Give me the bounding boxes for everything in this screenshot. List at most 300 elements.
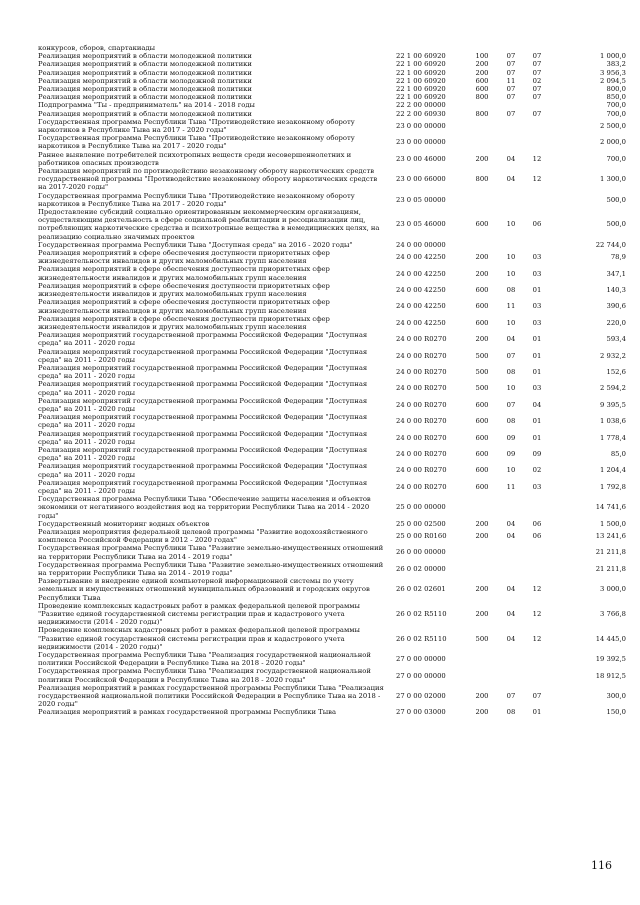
cell-name: Реализация мероприятий в рамках государственной программы Республики Тыва "Реализация государственной национальной политики Российской Федерации в Республике Тыва на 2018 - 2020 годы"	[38, 683, 384, 709]
table-row	[38, 397, 626, 413]
table-row	[38, 577, 626, 602]
cell-rz: 04	[506, 610, 516, 619]
cell-pr: 07	[532, 60, 542, 69]
cell-vr: 800	[475, 109, 489, 118]
cell-rz: 04	[506, 519, 516, 528]
cell-sum: 2 932,2	[600, 351, 626, 360]
cell-vr: 600	[475, 285, 489, 294]
cell-sum: 850,0	[606, 93, 626, 102]
cell-pr: 07	[532, 109, 542, 118]
cell-rz: 04	[506, 585, 516, 594]
cell-sum: 21 211,8	[595, 564, 626, 573]
cell-code: 24 0 00 42250	[396, 269, 446, 278]
cell-rz: 07	[506, 93, 516, 102]
cell-code: 23 0 00 00000	[396, 138, 446, 147]
table-row	[38, 241, 626, 249]
cell-pr: 03	[532, 482, 542, 491]
cell-code: 23 0 00 00000	[396, 121, 446, 130]
cell-code: 25 0 00 02500	[396, 519, 446, 528]
cell-vr: 200	[475, 532, 489, 541]
cell-sum: 1 500,0	[600, 519, 626, 528]
cell-code: 22 1 00 60920	[396, 85, 446, 94]
cell-sum: 9 395,5	[600, 400, 626, 409]
cell-sum: 3 766,8	[600, 610, 626, 619]
cell-rz	[498, 651, 524, 667]
cell-name: Реализация мероприятий в сфере обеспечения доступности приоритетных сфер жизнедеятельности инвалидов и других маломобильных групп населения	[38, 298, 330, 315]
cell-sum: 22 744,0	[595, 240, 626, 249]
cell-sum: 152,6	[606, 368, 626, 377]
cell-code: 24 0 00 42250	[396, 318, 446, 327]
cell-vr: 600	[475, 400, 489, 409]
table-row	[38, 413, 626, 429]
cell-rz	[498, 544, 524, 560]
cell-sum: 3 956,3	[600, 68, 626, 77]
cell-pr: 06	[532, 519, 542, 528]
cell-name: Государственная программа Республики Тыва "Развитие земельно-имущественных отношений на территории Республики Тыва на 2014 - 2019 годы"	[38, 544, 384, 561]
cell-rz: 10	[506, 318, 516, 327]
cell-code: 22 2 00 00000	[396, 101, 446, 110]
table-row	[38, 479, 626, 495]
table-row	[38, 151, 626, 167]
cell-name: Реализация мероприятий государственной программы Российской Федерации "Доступная среда" на 2011 - 2020 годы	[38, 331, 368, 348]
cell-vr: 600	[475, 450, 489, 459]
table-row	[38, 544, 626, 560]
cell-code: 22 1 00 60920	[396, 52, 446, 61]
cell-code: 27 0 00 03000	[396, 708, 446, 717]
cell-pr: 03	[532, 384, 542, 393]
cell-pr	[524, 495, 550, 520]
table-row	[38, 167, 626, 192]
table-row	[38, 192, 626, 208]
cell-sum: 140,3	[606, 285, 626, 294]
cell-sum: 347,1	[606, 269, 626, 278]
table-row	[38, 110, 626, 118]
cell-pr: 09	[532, 450, 542, 459]
cell-vr: 600	[475, 220, 489, 229]
cell-rz: 10	[506, 466, 516, 475]
cell-rz: 04	[506, 532, 516, 541]
cell-name: Государственная программа Республики Тыва "Противодействие незаконному обороту наркотиков в Республике Тыва на 2017 - 2020 годы"	[38, 117, 355, 135]
cell-sum: 3 000,0	[600, 585, 626, 594]
budget-table-body	[38, 44, 626, 717]
cell-sum: 2 000,0	[600, 138, 626, 147]
table-row	[38, 667, 626, 683]
cell-name: Реализация мероприятий по противодействию незаконному обороту наркотических средств государственной программы "Противодействие незаконному обороту наркотических средств на 2017-2020 годы"	[38, 167, 378, 192]
cell-name: Государственная программа Республики Тыва "Реализация государственной национальной политики Российской Федерации в Республике Тыва на 2018 - 2020 годы"	[38, 651, 371, 668]
cell-name: Реализация мероприятий в области молодежной политики	[38, 76, 252, 85]
cell-rz: 10	[506, 220, 516, 229]
cell-rz	[498, 44, 524, 52]
cell-sum: 18 912,5	[595, 671, 626, 680]
cell-code: 24 0 00 R0270	[396, 335, 447, 344]
table-row	[38, 60, 626, 68]
cell-code: 22 1 00 60920	[396, 60, 446, 69]
cell-sum: 1 000,0	[600, 52, 626, 61]
cell-name: Реализация мероприятий в сфере обеспечения доступности приоритетных сфер жизнедеятельности инвалидов и других маломобильных групп населения	[38, 249, 330, 266]
table-row	[38, 462, 626, 478]
cell-vr: 800	[475, 93, 489, 102]
cell-rz: 07	[506, 692, 516, 701]
cell-pr: 12	[532, 154, 542, 163]
cell-name: Реализация мероприятий в области молодежной политики	[38, 68, 252, 77]
table-row	[38, 77, 626, 85]
cell-rz: 09	[506, 433, 516, 442]
cell-rz: 07	[506, 400, 516, 409]
cell-name: Государственная программа Республики Тыва "Доступная среда" на 2016 - 2020 годы"	[38, 240, 353, 249]
cell-rz: 04	[506, 335, 516, 344]
cell-rz: 07	[506, 85, 516, 94]
cell-vr: 800	[475, 175, 489, 184]
cell-vr: 200	[475, 154, 489, 163]
cell-name: Реализация мероприятий в области молодежной политики	[38, 60, 252, 69]
cell-code: 27 0 00 00000	[396, 671, 446, 680]
table-row	[38, 298, 626, 314]
cell-name: Предоставление субсидий социально ориентированным некоммерческим организациям, осуществляющим деятельность в сфере социальной реабилитации и ресоциализации лиц, потребляющих наркотические средства и психотропные вещества в немедицинских целях, на реализацию социально значимых проектов	[38, 208, 380, 241]
table-row	[38, 602, 626, 627]
cell-code: 23 0 00 46000	[396, 154, 446, 163]
cell-sum: 700,0	[606, 154, 626, 163]
cell-rz	[498, 241, 524, 249]
cell-vr: 600	[475, 417, 489, 426]
cell-rz: 04	[506, 634, 516, 643]
cell-sum: 390,6	[606, 302, 626, 311]
cell-pr: 01	[532, 335, 542, 344]
cell-code: 22 2 00 60930	[396, 109, 446, 118]
cell-sum: 383,2	[606, 60, 626, 69]
cell-rz: 08	[506, 368, 516, 377]
cell-rz	[498, 134, 524, 150]
cell-code: 25 0 00 00000	[396, 503, 446, 512]
cell-pr	[524, 241, 550, 249]
cell-pr: 03	[532, 302, 542, 311]
cell-name: Реализация мероприятий в рамках государственной программы Республики Тыва	[38, 708, 337, 717]
cell-vr: 600	[475, 76, 489, 85]
cell-sum: 300,0	[606, 692, 626, 701]
cell-sum: 800,0	[606, 85, 626, 94]
cell-pr: 07	[532, 93, 542, 102]
cell-pr	[524, 667, 550, 683]
cell-rz: 08	[506, 708, 516, 717]
cell-vr: 200	[475, 60, 489, 69]
cell-name: Реализация мероприятий в сфере обеспечения доступности приоритетных сфер жизнедеятельности инвалидов и других маломобильных групп населения	[38, 314, 330, 331]
table-row	[38, 134, 626, 150]
cell-rz: 10	[506, 384, 516, 393]
cell-pr: 01	[532, 708, 542, 717]
cell-name: Реализация мероприятий государственной программы Российской Федерации "Доступная среда" на 2011 - 2020 годы	[38, 380, 368, 397]
cell-pr: 07	[532, 52, 542, 61]
cell-name: Реализация мероприятий в области молодежной политики	[38, 52, 252, 61]
cell-name: Проведение комплексных кадастровых работ в рамках федеральной целевой программы "Развитие единой государственной системы регистрации прав и кадастрового учета недвижимости (2014 - 2020 годы)"	[38, 626, 360, 651]
table-row	[38, 446, 626, 462]
cell-sum: 1 778,4	[600, 433, 626, 442]
cell-code: 24 0 00 42250	[396, 253, 446, 262]
table-row	[38, 118, 626, 134]
table-row	[38, 69, 626, 77]
table-row	[38, 708, 626, 716]
cell-code: 26 0 02 02601	[396, 585, 446, 594]
cell-vr: 200	[475, 253, 489, 262]
cell-rz: 04	[506, 175, 516, 184]
cell-pr: 12	[532, 634, 542, 643]
cell-pr: 03	[532, 269, 542, 278]
cell-rz	[498, 667, 524, 683]
cell-vr: 600	[475, 433, 489, 442]
cell-sum: 14 741,6	[595, 503, 626, 512]
cell-code: 23 0 05 00000	[396, 195, 446, 204]
cell-pr	[524, 101, 550, 109]
cell-name: Реализация мероприятий в сфере обеспечения доступности приоритетных сфер жизнедеятельности инвалидов и других маломобильных групп населения	[38, 281, 330, 299]
table-row	[38, 684, 626, 709]
cell-pr: 01	[532, 351, 542, 360]
cell-vr	[466, 651, 498, 667]
cell-name: Реализация мероприятий государственной программы Российской Федерации "Доступная среда" на 2011 - 2020 годы	[38, 363, 368, 381]
cell-code: 24 0 00 R0270	[396, 417, 447, 426]
cell-sum: 700,0	[606, 101, 626, 110]
table-row	[38, 44, 626, 52]
table-row	[38, 380, 626, 396]
cell-code: 26 0 02 00000	[396, 564, 446, 573]
cell-sum: 2 094,5	[600, 76, 626, 85]
cell-rz: 10	[506, 253, 516, 262]
table-row	[38, 93, 626, 101]
cell-vr	[466, 118, 498, 134]
cell-pr: 07	[532, 85, 542, 94]
cell-name: Государственная программа Республики Тыва "Развитие земельно-имущественных отношений на территории Республики Тыва на 2014 - 2019 годы"	[38, 560, 384, 577]
cell-sum: 1 792,8	[600, 482, 626, 491]
cell-name: Реализация мероприятий в сфере обеспечения доступности приоритетных сфер жизнедеятельности инвалидов и других маломобильных групп населения	[38, 265, 330, 282]
cell-code: 24 0 00 42250	[396, 285, 446, 294]
cell-sum: 85,0	[610, 450, 626, 459]
cell-name: Реализация мероприятий в области молодежной политики	[38, 109, 252, 118]
cell-name: Реализация мероприятий государственной программы Российской Федерации "Доступная среда" на 2011 - 2020 годы	[38, 462, 368, 479]
cell-sum: 220,0	[606, 318, 626, 327]
cell-name: Подпрограмма "Ты - предприниматель" на 2014 - 2018 годы	[38, 101, 255, 110]
cell-vr: 200	[475, 269, 489, 278]
cell-code: 24 0 00 R0270	[396, 466, 447, 475]
table-row	[38, 265, 626, 281]
cell-vr: 500	[475, 351, 489, 360]
cell-name: Реализация мероприятий государственной программы Российской Федерации "Доступная среда" на 2011 - 2020 годы	[38, 445, 368, 463]
cell-code: 24 0 00 R0270	[396, 384, 447, 393]
cell-rz	[498, 561, 524, 577]
cell-rz: 11	[506, 76, 516, 85]
cell-vr: 600	[475, 318, 489, 327]
cell-vr	[466, 192, 498, 208]
cell-sum: 14 445,0	[595, 634, 626, 643]
cell-vr	[466, 667, 498, 683]
cell-sum: 1 204,4	[600, 466, 626, 475]
cell-sum: 700,0	[606, 109, 626, 118]
cell-pr: 02	[532, 466, 542, 475]
cell-name: Государственная программа Республики Тыва "Реализация государственной национальной политики Российской Федерации в Республике Тыва на 2018 - 2020 годы"	[38, 667, 371, 684]
cell-name: Государственная программа Республики Тыва "Обеспечение защиты населения и объектов экономики от негативного воздействия вод на территории Республики Тыва на 2014 - 2020 годы"	[38, 495, 371, 520]
cell-sum: 21 211,8	[595, 548, 626, 557]
cell-code: 27 0 00 02000	[396, 692, 446, 701]
cell-code: 25 0 00 R0160	[396, 532, 447, 541]
cell-pr: 12	[532, 175, 542, 184]
cell-vr: 500	[475, 634, 489, 643]
cell-pr: 12	[532, 610, 542, 619]
cell-rz: 11	[506, 482, 516, 491]
cell-name: Проведение комплексных кадастровых работ в рамках федеральной целевой программы "Развитие единой государственной системы регистрации прав и кадастрового учета недвижимости (2014 - 2020 годы)"	[38, 601, 360, 627]
cell-vr: 600	[475, 482, 489, 491]
cell-code: 26 0 02 R5110	[396, 634, 447, 643]
cell-vr: 200	[475, 692, 489, 701]
table-row	[38, 495, 626, 520]
cell-pr	[524, 192, 550, 208]
cell-vr	[466, 134, 498, 150]
cell-rz	[498, 192, 524, 208]
cell-vr: 200	[475, 68, 489, 77]
cell-vr	[466, 544, 498, 560]
cell-rz: 10	[506, 269, 516, 278]
cell-vr: 500	[475, 384, 489, 393]
cell-rz: 11	[506, 302, 516, 311]
cell-vr	[466, 241, 498, 249]
budget-table	[38, 44, 626, 717]
cell-rz: 08	[506, 285, 516, 294]
cell-name: Реализация мероприятий государственной программы Российской Федерации "Доступная среда" на 2011 - 2020 годы	[38, 478, 368, 495]
page-number: 116	[591, 859, 612, 872]
cell-name: Раннее выявление потребителей психотропных веществ среди несовершеннолетних и работников опасных производств	[38, 150, 352, 167]
table-row	[38, 520, 626, 528]
cell-code: 22 1 00 60920	[396, 93, 446, 102]
cell-pr: 01	[532, 368, 542, 377]
table-row	[38, 348, 626, 364]
cell-pr: 07	[532, 692, 542, 701]
cell-rz: 07	[506, 68, 516, 77]
table-row	[38, 52, 626, 60]
table-row	[38, 85, 626, 93]
cell-rz: 07	[506, 109, 516, 118]
cell-vr: 200	[475, 708, 489, 717]
table-row	[38, 249, 626, 265]
cell-pr: 03	[532, 318, 542, 327]
table-row	[38, 626, 626, 651]
cell-rz: 09	[506, 450, 516, 459]
cell-name: Реализация мероприятий в области молодежной политики	[38, 85, 252, 94]
cell-pr	[524, 134, 550, 150]
cell-rz	[498, 118, 524, 134]
table-row	[38, 282, 626, 298]
cell-code: 24 0 00 00000	[396, 240, 446, 249]
cell-pr: 01	[532, 433, 542, 442]
cell-vr	[466, 101, 498, 109]
cell-vr: 200	[475, 610, 489, 619]
cell-code: 24 0 00 R0270	[396, 368, 447, 377]
cell-sum: 500,0	[606, 220, 626, 229]
table-row	[38, 651, 626, 667]
cell-vr: 600	[475, 302, 489, 311]
cell-vr: 600	[475, 85, 489, 94]
cell-pr	[524, 651, 550, 667]
cell-name: Развертывание и внедрение единой компьютерной информационной системы по учету земельных и имущественных отношений муниципальных образований и городских округов Республики Тыва	[38, 577, 370, 602]
cell-sum: 593,4	[606, 335, 626, 344]
cell-pr	[524, 561, 550, 577]
table-row	[38, 528, 626, 544]
cell-pr: 01	[532, 285, 542, 294]
cell-vr: 200	[475, 585, 489, 594]
cell-code: 22 1 00 60920	[396, 68, 446, 77]
cell-sum: 150,0	[606, 708, 626, 717]
cell-name: Государственная программа Республики Тыва "Противодействие незаконному обороту наркотиков в Республике Тыва на 2017 - 2020 годы"	[38, 134, 355, 151]
table-row	[38, 364, 626, 380]
cell-pr: 06	[532, 532, 542, 541]
cell-rz	[498, 495, 524, 520]
cell-pr: 12	[532, 585, 542, 594]
table-row	[38, 315, 626, 331]
cell-name: Реализация мероприятий государственной программы Российской Федерации "Доступная среда" на 2011 - 2020 годы	[38, 347, 368, 364]
cell-sum: 500,0	[606, 195, 626, 204]
cell-sum: 2 594,2	[600, 384, 626, 393]
cell-name: Государственная программа Республики Тыва "Противодействие незаконному обороту наркотиков в Республике Тыва на 2017 - 2020 годы"	[38, 191, 355, 208]
cell-pr	[524, 44, 550, 52]
cell-rz	[498, 101, 524, 109]
cell-code: 24 0 00 42250	[396, 302, 446, 311]
cell-pr	[524, 544, 550, 560]
table-row	[38, 208, 626, 241]
cell-code: 26 0 00 00000	[396, 548, 446, 557]
cell-name: Реализация мероприятий государственной программы Российской Федерации "Доступная среда" на 2011 - 2020 годы	[38, 413, 368, 430]
cell-rz: 07	[506, 60, 516, 69]
cell-vr: 600	[475, 466, 489, 475]
cell-sum: 78,9	[610, 253, 626, 262]
cell-sum	[550, 44, 626, 52]
table-row	[38, 101, 626, 109]
cell-code: 24 0 00 R0270	[396, 400, 447, 409]
cell-pr: 02	[532, 76, 542, 85]
cell-code: 23 0 00 66000	[396, 175, 446, 184]
cell-rz: 07	[506, 351, 516, 360]
cell-pr: 07	[532, 68, 542, 77]
cell-code: 24 0 00 R0270	[396, 433, 447, 442]
cell-pr: 03	[532, 253, 542, 262]
table-row	[38, 331, 626, 347]
cell-name: Реализация мероприятий государственной программы Российской Федерации "Доступная среда" на 2011 - 2020 годы	[38, 429, 368, 446]
cell-code: 24 0 00 R0270	[396, 351, 447, 360]
cell-name: Реализация мероприятий в области молодежной политики	[38, 93, 252, 102]
cell-name: Реализация мероприятий государственной программы Российской Федерации "Доступная среда" на 2011 - 2020 годы	[38, 396, 368, 413]
cell-name: Реализация мероприятия федеральной целевой программы "Развитие водохозяйственного комплекса Российской Федерации в 2012 - 2020 годах"	[38, 527, 368, 545]
cell-vr	[466, 495, 498, 520]
cell-name: конкурсов, сборов, спартакиады	[38, 44, 156, 52]
cell-sum: 1 300,0	[600, 175, 626, 184]
cell-code: 26 0 02 R5110	[396, 610, 447, 619]
cell-sum: 13 241,6	[595, 532, 626, 541]
cell-sum: 2 500,0	[600, 121, 626, 130]
cell-pr	[524, 118, 550, 134]
cell-vr: 200	[475, 335, 489, 344]
cell-rz: 07	[506, 52, 516, 61]
cell-pr: 04	[532, 400, 542, 409]
cell-pr: 01	[532, 417, 542, 426]
cell-sum: 19 392,5	[595, 655, 626, 664]
table-row	[38, 561, 626, 577]
cell-code: 27 0 00 00000	[396, 655, 446, 664]
cell-name: Государственный мониторинг водных объектов	[38, 519, 210, 528]
cell-vr: 100	[475, 52, 489, 61]
table-row	[38, 430, 626, 446]
cell-rz: 08	[506, 417, 516, 426]
cell-code	[396, 44, 466, 52]
cell-code: 22 1 00 60920	[396, 76, 446, 85]
cell-vr: 200	[475, 519, 489, 528]
cell-sum: 1 038,6	[600, 417, 626, 426]
cell-rz: 04	[506, 154, 516, 163]
cell-code: 24 0 00 R0270	[396, 450, 447, 459]
cell-vr	[466, 561, 498, 577]
cell-vr: 500	[475, 368, 489, 377]
